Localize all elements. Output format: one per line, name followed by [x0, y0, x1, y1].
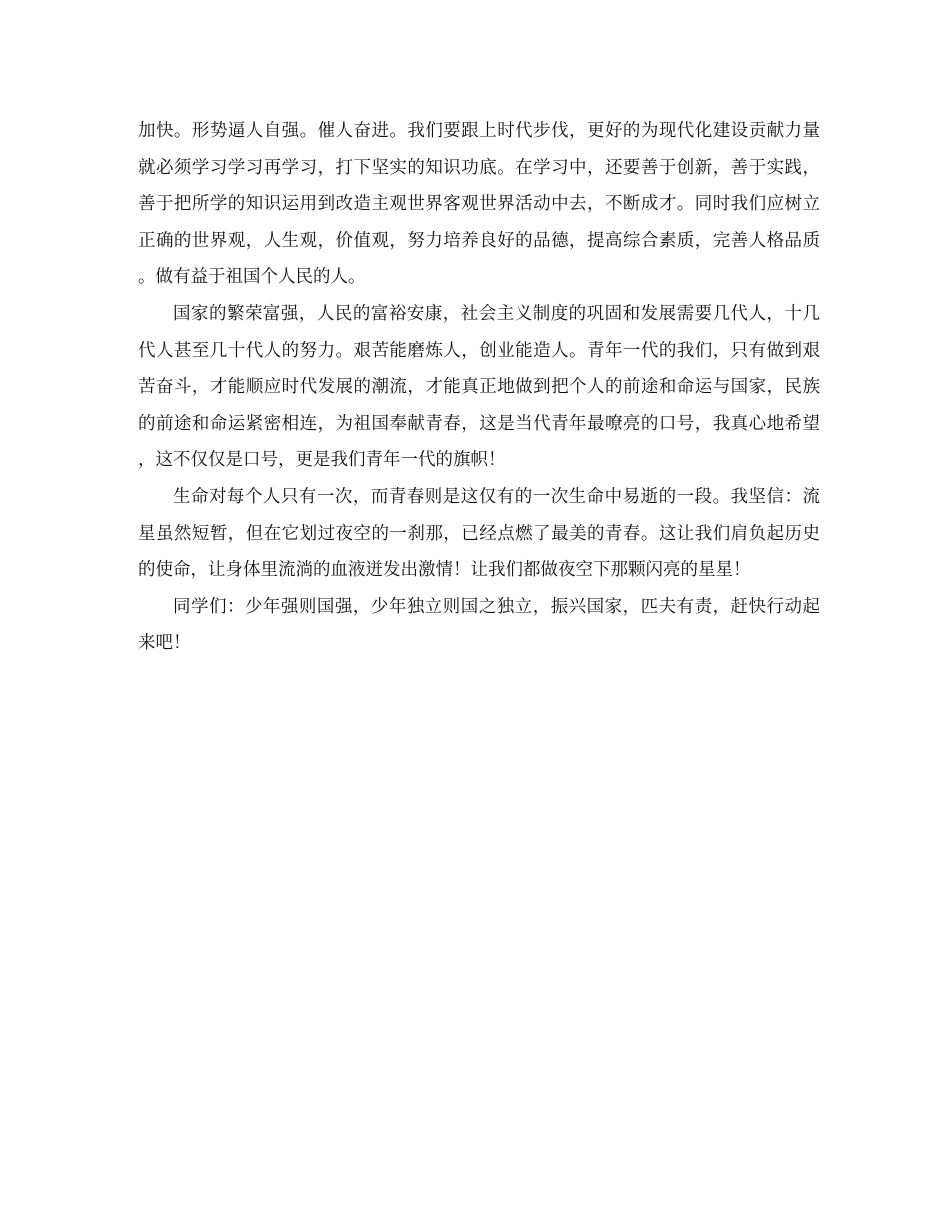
- document-body: [138, 113, 820, 662]
- paragraph-4: 同学们：少年强则国强，少年独立则国之独立，振兴国家，匹夫有责，赶快行动起来吧！: [138, 596, 820, 654]
- paragraph-2: 国家的繁荣富强，人民的富裕安康，社会主义制度的巩固和发展需要几代人，十几代人甚至几十代人的努力。艰苦能磨炼人，创业能造人。青年一代的我们，只有做到艰苦奋斗，才能顺应时代发展的潮流，才能真正地做到把个人的前途和命运与国家，民族的前途和命运紧密相连，为祖国奉献青春，这是当代青年最嘹亮的口号，我真心地希望，这不仅仅是口号，更是我们青年一代的旗帜！: [138, 303, 820, 471]
- paragraph-1: 加快。形势逼人自强。催人奋进。我们要跟上时代步伐，更好的为现代化建设贡献力量就必须学习学习再学习，打下坚实的知识功底。在学习中，还要善于创新，善于实践，善于把所学的知识运用到改造主观世界客观世界活动中去，不断成才。同时我们应树立正确的世界观，人生观，价值观，努力培养良好的品德，提高综合素质，完善人格品质。做有益于祖国个人民的人。: [138, 121, 820, 288]
- paragraph-3: 生命对每个人只有一次，而青春则是这仅有的一次生命中易逝的一段。我坚信：流星虽然短暂，但在它划过夜空的一刹那，已经点燃了最美的青春。这让我们肩负起历史的使命，让身体里流淌的血液迸发出激情！让我们都做夜空下那颗闪亮的星星！: [138, 486, 820, 581]
